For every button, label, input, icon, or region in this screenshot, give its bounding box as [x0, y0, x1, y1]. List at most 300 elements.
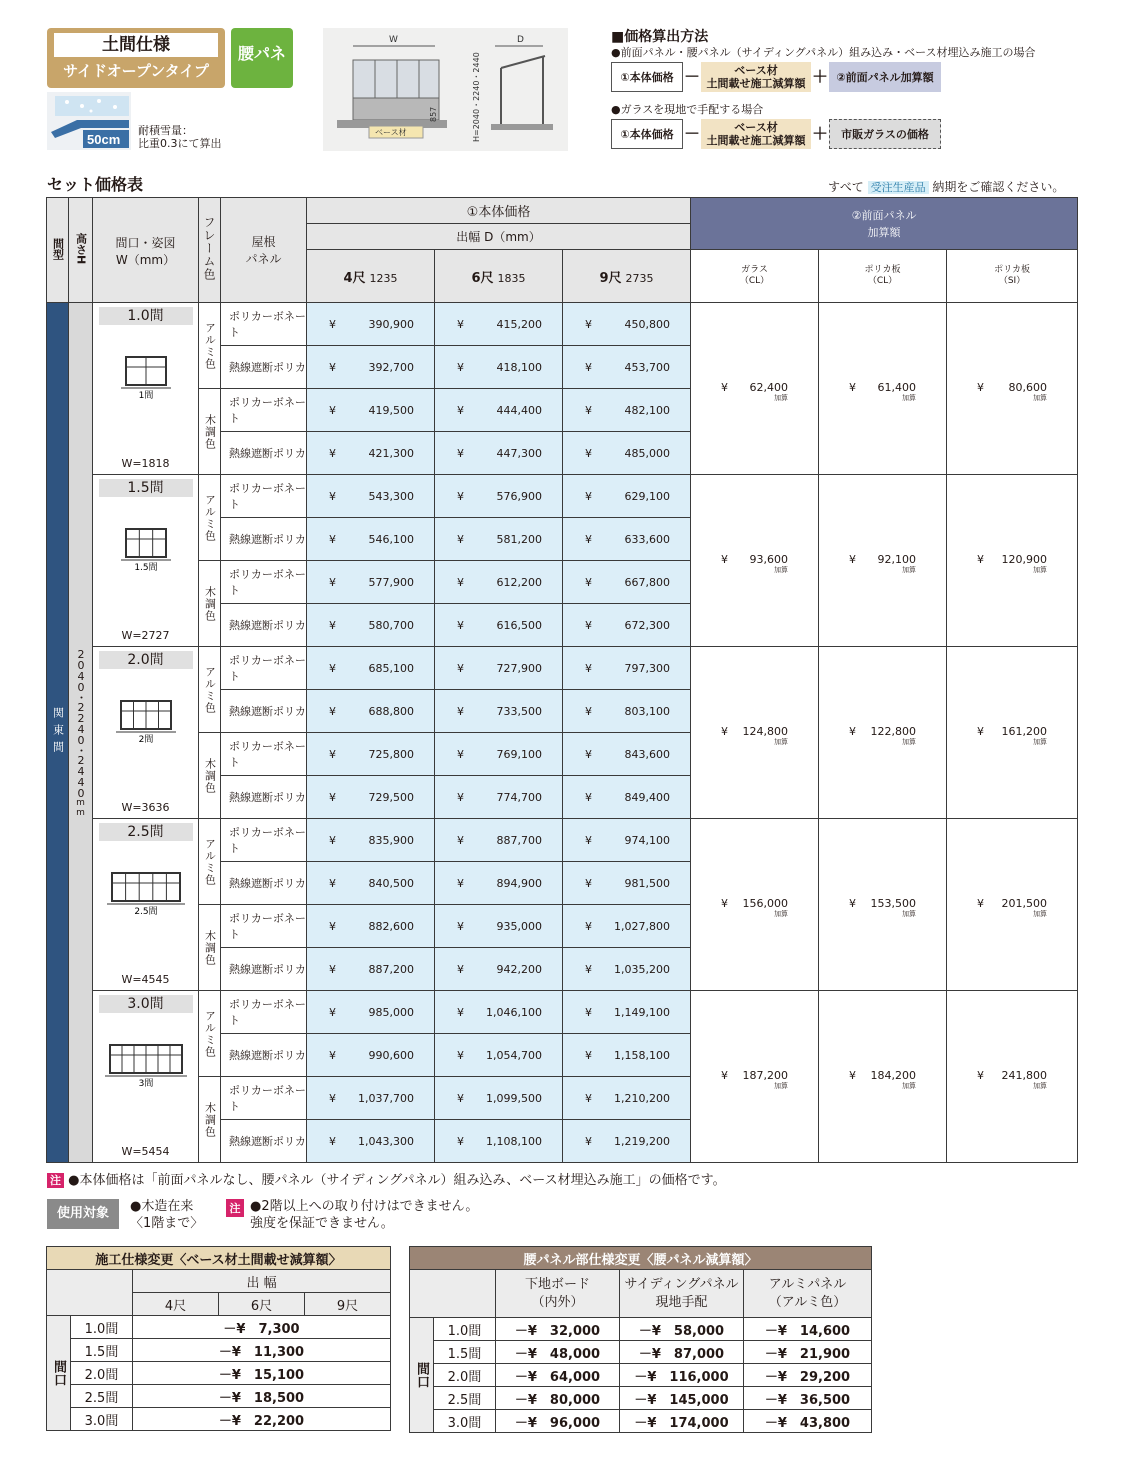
- calc-formula-2: [611, 119, 941, 149]
- body-price: [563, 475, 691, 518]
- size-figure-label: 1.5間: [133, 563, 158, 573]
- price-value: 485,000: [624, 446, 671, 460]
- price-value: 688,800: [368, 704, 414, 718]
- yen-sign: ¥: [457, 360, 464, 374]
- yen-sign: ¥: [585, 876, 592, 890]
- set-price-title: セット価格表: [47, 175, 144, 194]
- front-panel-add: [819, 475, 947, 647]
- roof-heat-ray: 熱線遮断ポリカ: [221, 604, 307, 647]
- add-value: 124,800: [742, 724, 789, 738]
- body-price: [307, 389, 435, 432]
- price-value: 576,900: [496, 489, 542, 503]
- yen-sign: ¥: [721, 1068, 729, 1082]
- yen-sign: ¥: [849, 896, 857, 910]
- front-panel-add: [947, 475, 1078, 647]
- roof-heat-ray: 熱線遮断ポリカ: [221, 518, 307, 561]
- size-width: W=5454: [121, 1145, 170, 1158]
- price-value: 453,700: [624, 360, 671, 374]
- col-shaku-0: 4尺: [343, 270, 366, 286]
- sub1-col: 9尺: [305, 1293, 391, 1316]
- price-value: 685,100: [368, 661, 414, 675]
- price-value: 840,500: [368, 876, 414, 890]
- sub2-value: －¥ 116,000: [620, 1364, 744, 1387]
- calc-formula-1: [611, 62, 941, 92]
- yen-sign: ¥: [329, 532, 336, 546]
- formula-base: ベース材 土間載せ施工減算額: [701, 62, 811, 92]
- add-label: 加算: [774, 909, 789, 918]
- add-value: 120,900: [1001, 552, 1048, 566]
- price-value: 1,210,200: [614, 1091, 671, 1105]
- price-value: 629,100: [624, 489, 671, 503]
- body-price: [307, 475, 435, 518]
- price-value: 577,900: [368, 575, 414, 589]
- front-panel-add: [947, 819, 1078, 991]
- yen-sign: ¥: [329, 1091, 336, 1105]
- add-value: 184,200: [870, 1068, 917, 1082]
- size-cell: [93, 819, 199, 991]
- sub2-head-row: [410, 1270, 872, 1318]
- roof-polycarbonate: ポリカーボネート: [221, 389, 307, 432]
- sub2-size: 1.5間: [434, 1341, 496, 1364]
- sub2-value: －¥ 80,000: [496, 1387, 620, 1410]
- size-width: W=4545: [121, 973, 170, 986]
- yen-sign: ¥: [977, 380, 985, 394]
- table-row: [47, 475, 1078, 518]
- use-target-1: ●木造在来 〈1階まで〉: [130, 1199, 204, 1231]
- add-label: 加算: [774, 393, 789, 402]
- price-value: 1,099,500: [486, 1091, 542, 1105]
- diagram-base: ベース材: [375, 128, 407, 137]
- yen-sign: ¥: [585, 919, 592, 933]
- body-price: [435, 303, 563, 346]
- sub2-row: [410, 1364, 872, 1387]
- yen-sign: ¥: [329, 360, 336, 374]
- add-value: 93,600: [749, 552, 789, 566]
- body-price: [563, 948, 691, 991]
- body-price: [435, 346, 563, 389]
- price-value: 843,600: [624, 747, 671, 761]
- table-row: [47, 819, 1078, 862]
- add-value: 241,800: [1001, 1068, 1048, 1082]
- front-panel-add: [819, 991, 947, 1163]
- sub2-value: －¥ 29,200: [744, 1364, 872, 1387]
- price-value: 546,100: [368, 532, 414, 546]
- roof-heat-ray: 熱線遮断ポリカ: [221, 1034, 307, 1077]
- body-price: [563, 303, 691, 346]
- sub1-size: 1.0間: [71, 1316, 133, 1339]
- body-price: [435, 475, 563, 518]
- size-cell: [93, 303, 199, 475]
- front-panel-add: [819, 647, 947, 819]
- sub1-corner: [47, 1270, 133, 1316]
- yen-sign: ¥: [457, 876, 464, 890]
- yen-sign: ¥: [329, 489, 336, 503]
- price-value: 419,500: [368, 403, 414, 417]
- yen-sign: ¥: [585, 317, 592, 331]
- yen-sign: ¥: [457, 618, 464, 632]
- price-value: 616,500: [496, 618, 542, 632]
- sub2-value: －¥ 58,000: [620, 1318, 744, 1341]
- yen-sign: ¥: [457, 661, 464, 675]
- add-value: 187,200: [742, 1068, 789, 1082]
- snow-cm: 50cm: [87, 132, 121, 147]
- body-price: [563, 690, 691, 733]
- price-value: 1,158,100: [614, 1048, 671, 1062]
- sub1-title-row: [47, 1247, 391, 1270]
- body-price: [563, 1120, 691, 1163]
- snow-note-1: 耐積雪量：: [138, 124, 193, 137]
- formula-body: ①本体価格: [611, 62, 683, 92]
- formula-body-2: ①本体価格: [611, 119, 683, 149]
- sub2-value: －¥ 174,000: [620, 1410, 744, 1433]
- size-label: 1.5間: [99, 479, 193, 497]
- size-cell: [93, 647, 199, 819]
- sub2-value: －¥ 64,000: [496, 1364, 620, 1387]
- price-value: 894,900: [496, 876, 542, 890]
- diagram-w: W: [389, 35, 398, 45]
- use-target-2: ●2階以上への取り付けはできません。 強度を保証できません。: [250, 1199, 479, 1231]
- yen-sign: ¥: [457, 962, 464, 976]
- size-figure-label: 3間: [138, 1079, 153, 1089]
- col-size-0: [307, 250, 435, 303]
- sub2-row: [410, 1387, 872, 1410]
- calc-case2: ●ガラスを現地で手配する場合: [611, 103, 764, 116]
- sub2-row: [410, 1318, 872, 1341]
- op-plus-2: ＋: [811, 124, 828, 143]
- yen-sign: ¥: [585, 403, 592, 417]
- sub2-value: －¥ 145,000: [620, 1387, 744, 1410]
- price-value: 935,000: [496, 919, 542, 933]
- body-price: [563, 389, 691, 432]
- add-value: 156,000: [742, 896, 789, 910]
- h-out: 出幅 D（mm）: [307, 224, 691, 250]
- yen-sign: ¥: [849, 552, 857, 566]
- sub2-size: 2.5間: [434, 1387, 496, 1410]
- note-line1: ●本体価格は「前面パネルなし、腰パネル（サイディングパネル）組み込み、ベース材埋込み施工」の価格です。: [68, 1173, 726, 1188]
- yen-sign: ¥: [457, 833, 464, 847]
- calc-title: ■価格算出方法: [611, 29, 709, 45]
- col-size-1: [435, 250, 563, 303]
- price-value: 612,200: [496, 575, 542, 589]
- note-tag: 注: [47, 1173, 64, 1188]
- body-price: [435, 1120, 563, 1163]
- body-price: [563, 518, 691, 561]
- roof-heat-ray: 熱線遮断ポリカ: [221, 346, 307, 389]
- body-price: [435, 518, 563, 561]
- frame-wood: 木調色: [199, 561, 221, 647]
- price-value: 725,800: [368, 747, 414, 761]
- add-value: 122,800: [870, 724, 917, 738]
- sub2-value: －¥ 43,800: [744, 1410, 872, 1433]
- yen-sign: ¥: [585, 747, 592, 761]
- body-price: [307, 991, 435, 1034]
- body-price: [563, 561, 691, 604]
- price-value: 942,200: [496, 962, 542, 976]
- sub2-col: 下地ボード （内外）: [496, 1270, 620, 1318]
- yen-sign: ¥: [457, 1134, 464, 1148]
- roof-heat-ray: 熱線遮断ポリカ: [221, 690, 307, 733]
- add-value: 61,400: [877, 380, 917, 394]
- size-label: 3.0間: [99, 995, 193, 1013]
- price-value: 1,043,300: [358, 1134, 414, 1148]
- add-label: 加算: [1033, 565, 1048, 574]
- price-value: 447,300: [496, 446, 542, 460]
- table-row: [47, 303, 1078, 346]
- price-value: 803,100: [624, 704, 671, 718]
- body-price: [563, 862, 691, 905]
- kanto-type: 関東間: [47, 303, 69, 1163]
- yen-sign: ¥: [329, 876, 336, 890]
- roof-polycarbonate: ポリカーボネート: [221, 475, 307, 518]
- body-price: [435, 948, 563, 991]
- table-row: [47, 991, 1078, 1034]
- yen-sign: ¥: [585, 1091, 592, 1105]
- add-label: 加算: [902, 909, 917, 918]
- body-price: [563, 776, 691, 819]
- add-value: 92,100: [877, 552, 917, 566]
- op-minus: －: [683, 67, 700, 86]
- formula-front: ②前面パネル加算額: [829, 62, 941, 92]
- body-price: [307, 690, 435, 733]
- sub1-size: 1.5間: [71, 1339, 133, 1362]
- sub1-value: －¥ 22,200: [133, 1408, 391, 1431]
- body-price: [435, 1077, 563, 1120]
- body-price: [435, 819, 563, 862]
- yen-sign: ¥: [329, 790, 336, 804]
- yen-sign: ¥: [457, 1048, 464, 1062]
- yen-sign: ¥: [585, 704, 592, 718]
- panel-col-0: ガラス （CL）: [691, 250, 819, 303]
- body-price: [435, 862, 563, 905]
- front-panel-add: [691, 647, 819, 819]
- price-value: 421,300: [368, 446, 414, 460]
- front-panel-add: [819, 303, 947, 475]
- frame-alu: アルミ色: [199, 475, 221, 561]
- front-panel-add: [691, 303, 819, 475]
- body-price: [435, 991, 563, 1034]
- front-panel-add: [947, 647, 1078, 819]
- frame-wood: 木調色: [199, 1077, 221, 1163]
- yen-sign: ¥: [849, 724, 857, 738]
- h-height: 高さH: [69, 198, 93, 303]
- body-price: [563, 432, 691, 475]
- yen-sign: ¥: [329, 618, 336, 632]
- yen-sign: ¥: [329, 1005, 336, 1019]
- price-value: 769,100: [496, 747, 542, 761]
- add-label: 加算: [902, 393, 917, 402]
- size-label: 2.5間: [99, 823, 193, 841]
- base-reduction-table: [46, 1246, 391, 1431]
- add-label: 加算: [774, 565, 789, 574]
- size-figure: [105, 871, 187, 917]
- sub1-value: －¥ 11,300: [133, 1339, 391, 1362]
- sub1-col: 6尺: [219, 1293, 305, 1316]
- price-value: 418,100: [496, 360, 542, 374]
- roof-polycarbonate: ポリカーボネート: [221, 561, 307, 604]
- price-value: 974,100: [624, 833, 671, 847]
- price-value: 1,027,800: [614, 919, 671, 933]
- table-row: [47, 647, 1078, 690]
- size-figure-label: 1間: [138, 391, 153, 401]
- snow-note: [138, 124, 222, 150]
- sub1-side: 間口: [47, 1316, 71, 1431]
- col-size-2: [563, 250, 691, 303]
- body-price: [435, 432, 563, 475]
- diagram-h: H=2040・2240・2440: [472, 52, 481, 142]
- height-unit: mm: [75, 797, 86, 818]
- yen-sign: ¥: [329, 962, 336, 976]
- roof-heat-ray: 熱線遮断ポリカ: [221, 432, 307, 475]
- op-plus: ＋: [811, 67, 828, 86]
- price-value: 581,200: [496, 532, 542, 546]
- yen-sign: ¥: [585, 833, 592, 847]
- yen-sign: ¥: [849, 380, 857, 394]
- body-price: [435, 389, 563, 432]
- snow-note-2: 比重0.3にて算出: [138, 137, 222, 150]
- formula-glass: 市販ガラスの価格: [829, 119, 941, 149]
- size-width: W=2727: [121, 629, 170, 642]
- frame-alu: アルミ色: [199, 647, 221, 733]
- price-value: 1,219,200: [614, 1134, 671, 1148]
- sub2-col: アルミパネル （アルミ色）: [744, 1270, 872, 1318]
- yen-sign: ¥: [585, 360, 592, 374]
- koshi-reduction-table: [409, 1246, 872, 1433]
- roof-heat-ray: 熱線遮断ポリカ: [221, 862, 307, 905]
- op-minus-2: －: [683, 124, 700, 143]
- size-width: W=3636: [121, 801, 170, 814]
- h-front: ②前面パネル 加算額: [691, 198, 1078, 250]
- add-value: 62,400: [749, 380, 789, 394]
- sub2-corner: [410, 1270, 496, 1318]
- yen-sign: ¥: [457, 919, 464, 933]
- price-value: 849,400: [624, 790, 671, 804]
- body-price: [307, 1034, 435, 1077]
- body-price: [307, 776, 435, 819]
- yen-sign: ¥: [329, 1134, 336, 1148]
- price-value: 482,100: [624, 403, 671, 417]
- body-price: [563, 991, 691, 1034]
- h-type: 間型: [47, 198, 69, 303]
- roof-polycarbonate: ポリカーボネート: [221, 819, 307, 862]
- body-price: [307, 303, 435, 346]
- sub1-row: [47, 1362, 391, 1385]
- roof-heat-ray: 熱線遮断ポリカ: [221, 948, 307, 991]
- sub2-value: －¥ 48,000: [496, 1341, 620, 1364]
- size-width: W=1818: [121, 457, 170, 470]
- sub1-value: －¥ 18,500: [133, 1385, 391, 1408]
- yen-sign: ¥: [585, 575, 592, 589]
- price-value: 981,500: [624, 876, 671, 890]
- yen-sign: ¥: [457, 790, 464, 804]
- use-note-tag: 注: [226, 1199, 244, 1217]
- yen-sign: ¥: [585, 532, 592, 546]
- col-mm-1: 1835: [497, 271, 526, 285]
- frame-alu: アルミ色: [199, 991, 221, 1077]
- body-price: [307, 1120, 435, 1163]
- add-label: 加算: [774, 1081, 789, 1090]
- roof-polycarbonate: ポリカーボネート: [221, 991, 307, 1034]
- yen-sign: ¥: [585, 1005, 592, 1019]
- yen-sign: ¥: [585, 618, 592, 632]
- add-label: 加算: [902, 737, 917, 746]
- koshi-panel-badge: 腰パネル: [231, 28, 293, 88]
- sub2-value: －¥ 96,000: [496, 1410, 620, 1433]
- size-label: 2.0間: [99, 651, 193, 669]
- diagram-d: D: [517, 35, 524, 45]
- sub1-row: [47, 1339, 391, 1362]
- sub2-title: 腰パネル部仕様変更〈腰パネル減算額〉: [410, 1247, 872, 1270]
- size-figure: [114, 699, 178, 745]
- price-value: 390,900: [368, 317, 414, 331]
- price-value: 887,700: [496, 833, 542, 847]
- yen-sign: ¥: [329, 747, 336, 761]
- add-label: 加算: [902, 1081, 917, 1090]
- h-roof: 屋根 パネル: [221, 198, 307, 303]
- col-shaku-2: 9尺: [599, 270, 622, 286]
- frame-alu: アルミ色: [199, 819, 221, 905]
- price-value: 733,500: [496, 704, 542, 718]
- size-figure-label: 2.5間: [133, 907, 158, 917]
- yen-sign: ¥: [585, 1134, 592, 1148]
- front-panel-add: [691, 819, 819, 991]
- size-figure: [103, 1043, 189, 1089]
- body-price: [563, 604, 691, 647]
- body-price: [435, 647, 563, 690]
- front-panel-add: [691, 991, 819, 1163]
- add-value: 80,600: [1008, 380, 1048, 394]
- sub1-row: [47, 1316, 391, 1339]
- add-label: 加算: [1033, 737, 1048, 746]
- yen-sign: ¥: [457, 532, 464, 546]
- h-frame: フレーム色: [199, 198, 221, 303]
- body-price: [563, 346, 691, 389]
- sub2-value: －¥ 36,500: [744, 1387, 872, 1410]
- front-panel-add: [947, 991, 1078, 1163]
- yen-sign: ¥: [585, 962, 592, 976]
- yen-sign: ¥: [329, 919, 336, 933]
- price-value: 727,900: [496, 661, 542, 675]
- snow-load-icon: [47, 92, 131, 150]
- yen-sign: ¥: [457, 317, 464, 331]
- price-value: 543,300: [368, 489, 414, 503]
- price-value: 729,500: [368, 790, 414, 804]
- body-price: [435, 604, 563, 647]
- yen-sign: ¥: [457, 1005, 464, 1019]
- add-label: 加算: [1033, 909, 1048, 918]
- sub2-col: サイディングパネル 現地手配: [620, 1270, 744, 1318]
- price-value: 1,149,100: [614, 1005, 671, 1019]
- price-value: 392,700: [368, 360, 414, 374]
- body-price: [307, 905, 435, 948]
- yen-sign: ¥: [585, 446, 592, 460]
- yen-sign: ¥: [457, 446, 464, 460]
- sub2-title-row: [410, 1247, 872, 1270]
- yen-sign: ¥: [329, 833, 336, 847]
- yen-sign: ¥: [585, 489, 592, 503]
- order-note: [828, 178, 1064, 195]
- yen-sign: ¥: [585, 661, 592, 675]
- sub1-size: 2.0間: [71, 1362, 133, 1385]
- spec-badge: [47, 28, 225, 88]
- price-value: 887,200: [368, 962, 414, 976]
- formula-base-2: ベース材 土間載せ施工減算額: [701, 119, 811, 149]
- yen-sign: ¥: [457, 575, 464, 589]
- sub1-size: 2.5間: [71, 1385, 133, 1408]
- yen-sign: ¥: [329, 575, 336, 589]
- price-value: 450,800: [624, 317, 671, 331]
- frame-wood: 木調色: [199, 905, 221, 991]
- yen-sign: ¥: [977, 1068, 985, 1082]
